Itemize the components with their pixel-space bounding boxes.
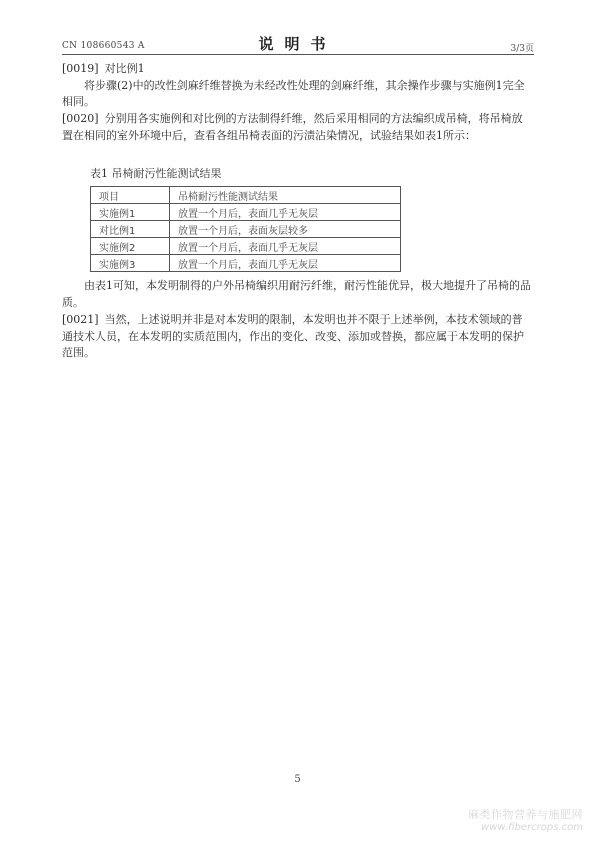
table-cell-item: 实施例3: [91, 255, 170, 272]
conclusion-paragraph: [62, 278, 533, 311]
paragraph-id: [0020]: [62, 112, 99, 125]
paragraph-id: [0021]: [62, 313, 99, 326]
table-cell-item: 对比例1: [91, 221, 170, 238]
table-cell-item: 实施例1: [91, 204, 170, 221]
table-cell-result: 放置一个月后，表面几乎无灰层: [170, 204, 401, 221]
paragraph-0019: [62, 61, 533, 111]
page-number: 5: [294, 774, 301, 785]
results-table: [90, 186, 401, 272]
patent-number: CN 108660543 A: [62, 41, 145, 51]
paragraph-0021: [62, 312, 533, 362]
table-row: [91, 255, 401, 272]
table-caption: 表1 吊椅耐污性能测试结果: [90, 167, 222, 180]
table-cell-result: 放置一个月后，表面灰层较多: [170, 221, 401, 238]
table-row: [91, 238, 401, 255]
paragraph-heading: 对比例1: [104, 62, 145, 75]
header-divider: [62, 54, 534, 55]
table-header-row: [91, 187, 401, 204]
paragraph-body: 由表1可知，本发明制得的户外吊椅编织用耐污纤维，耐污性能优异，极大地提升了吊椅的品质。: [62, 279, 531, 309]
paragraph-0020: [62, 111, 533, 144]
watermark-url: www.fibercrops.com: [481, 822, 583, 833]
table-row: [91, 221, 401, 238]
paragraph-body: 将步骤(2)中的改性剑麻纤维替换为未经改性处理的剑麻纤维，其余操作步骤与实施例1完全相同。: [62, 78, 525, 108]
table-row: [91, 204, 401, 221]
watermark: [468, 806, 583, 833]
table-cell-result: 放置一个月后，表面几乎无灰层: [170, 255, 401, 272]
table-cell-item: 实施例2: [91, 238, 170, 255]
page-info: 3/3页: [510, 44, 534, 54]
column-header: 项目: [91, 187, 170, 204]
column-header: 吊椅耐污性能测试结果: [170, 187, 401, 204]
watermark-site-name: 麻类作物营养与施肥网: [468, 808, 583, 821]
table-cell-result: 放置一个月后，表面几乎无灰层: [170, 238, 401, 255]
page-title: 说明书: [258, 35, 337, 53]
paragraph-body: 当然，上述说明并非是对本发明的限制，本发明也并不限于上述举例，本技术领域的普通技术人员，在本发明的实质范围内，作出的变化、改变、添加或替换，都应属于本发明的保护范围。: [62, 313, 524, 359]
paragraph-body: 分别用各实施例和对比例的方法制得纤维，然后采用相同的方法编织成吊椅，将吊椅放置在相同的室外环境中后，查看各组吊椅表面的污渍沾染情况，试验结果如表1所示：: [62, 112, 523, 142]
paragraph-id: [0019]: [62, 62, 99, 75]
